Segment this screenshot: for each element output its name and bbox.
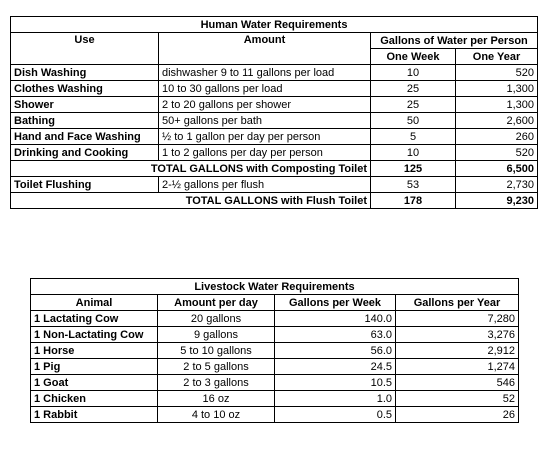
year-cell: 7,280 [396,311,519,327]
header-week: One Week [371,49,456,65]
week-cell: 25 [371,81,456,97]
week-cell: 140.0 [275,311,396,327]
header-gallons-year: Gallons per Year [396,295,519,311]
header-animal: Animal [31,295,158,311]
total-composting-label: TOTAL GALLONS with Composting Toilet [11,161,371,177]
total-composting-row [11,161,538,177]
year-cell: 3,276 [396,327,519,343]
amount-cell: 50+ gallons per bath [159,113,371,129]
total-flush-year: 9,230 [456,193,538,209]
table-row [31,311,519,327]
year-cell: 2,912 [396,343,519,359]
table-row [11,65,538,81]
table-row [11,113,538,129]
amount-cell: 10 to 30 gallons per load [159,81,371,97]
amount-cell: 5 to 10 gallons [158,343,275,359]
table-row [11,129,538,145]
use-cell: Shower [11,97,159,113]
animal-cell: 1 Horse [31,343,158,359]
animal-cell: 1 Chicken [31,391,158,407]
amount-cell: 2 to 20 gallons per shower [159,97,371,113]
amount-cell: 4 to 10 oz [158,407,275,423]
table-row [31,343,519,359]
amount-cell: 1 to 2 gallons per day per person [159,145,371,161]
use-cell: Dish Washing [11,65,159,81]
animal-cell: 1 Goat [31,375,158,391]
week-cell: 1.0 [275,391,396,407]
header-gallons: Gallons of Water per Person [371,33,538,49]
week-cell: 10 [371,65,456,81]
week-cell: 10.5 [275,375,396,391]
table-row [31,391,519,407]
use-cell: Drinking and Cooking [11,145,159,161]
toilet-year: 2,730 [456,177,538,193]
use-cell: Bathing [11,113,159,129]
header-gallons-week: Gallons per Week [275,295,396,311]
human-table-title: Human Water Requirements [11,17,538,33]
animal-cell: 1 Pig [31,359,158,375]
livestock-table-title: Livestock Water Requirements [31,279,519,295]
table-row [31,375,519,391]
toilet-week: 53 [371,177,456,193]
table-row [31,359,519,375]
total-flush-label: TOTAL GALLONS with Flush Toilet [11,193,371,209]
header-year: One Year [456,49,538,65]
year-cell: 546 [396,375,519,391]
year-cell: 26 [396,407,519,423]
amount-cell: 2 to 5 gallons [158,359,275,375]
table-row [31,407,519,423]
human-water-table [10,16,538,209]
year-cell: 260 [456,129,538,145]
livestock-water-table [30,278,519,423]
animal-cell: 1 Non-Lactating Cow [31,327,158,343]
week-cell: 10 [371,145,456,161]
amount-cell: 9 gallons [158,327,275,343]
week-cell: 24.5 [275,359,396,375]
amount-cell: ½ to 1 gallon per day per person [159,129,371,145]
week-cell: 63.0 [275,327,396,343]
animal-cell: 1 Rabbit [31,407,158,423]
year-cell: 1,300 [456,97,538,113]
amount-cell: 2 to 3 gallons [158,375,275,391]
week-cell: 5 [371,129,456,145]
year-cell: 520 [456,145,538,161]
total-composting-week: 125 [371,161,456,177]
year-cell: 52 [396,391,519,407]
total-flush-row [11,193,538,209]
amount-cell: 20 gallons [158,311,275,327]
animal-cell: 1 Lactating Cow [31,311,158,327]
week-cell: 50 [371,113,456,129]
amount-cell: dishwasher 9 to 11 gallons per load [159,65,371,81]
total-flush-week: 178 [371,193,456,209]
use-cell: Hand and Face Washing [11,129,159,145]
table-row [11,81,538,97]
table-row [11,97,538,113]
header-amount: Amount [159,33,371,65]
week-cell: 56.0 [275,343,396,359]
year-cell: 520 [456,65,538,81]
table-row [31,327,519,343]
total-composting-year: 6,500 [456,161,538,177]
toilet-flushing-row [11,177,538,193]
toilet-use: Toilet Flushing [11,177,159,193]
week-cell: 0.5 [275,407,396,423]
toilet-amount: 2-½ gallons per flush [159,177,371,193]
year-cell: 2,600 [456,113,538,129]
header-amount-per-day: Amount per day [158,295,275,311]
week-cell: 25 [371,97,456,113]
year-cell: 1,300 [456,81,538,97]
use-cell: Clothes Washing [11,81,159,97]
table-row [11,145,538,161]
year-cell: 1,274 [396,359,519,375]
header-use: Use [11,33,159,65]
amount-cell: 16 oz [158,391,275,407]
